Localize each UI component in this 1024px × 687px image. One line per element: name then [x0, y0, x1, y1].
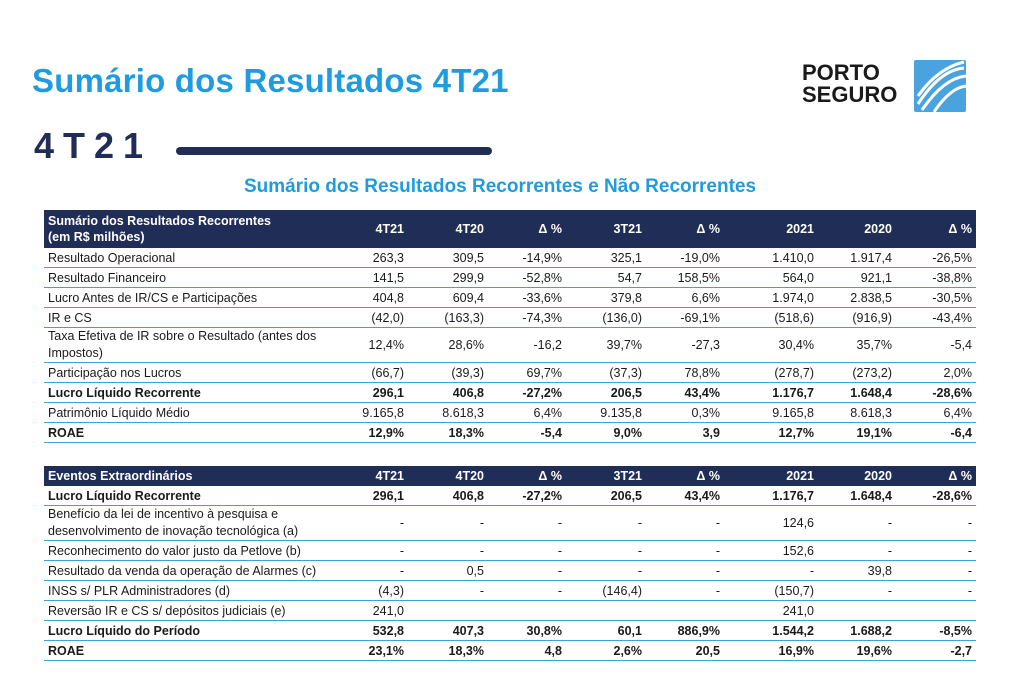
row-value: -38,8%	[896, 268, 976, 288]
row-value: 9.165,8	[724, 403, 818, 423]
row-value: -27,2%	[488, 383, 566, 403]
row-value: -8,5%	[896, 621, 976, 641]
header-col: Δ %	[488, 466, 566, 486]
row-value: 6,4%	[488, 403, 566, 423]
row-value: 30,4%	[724, 328, 818, 363]
row-value: -19,0%	[646, 248, 724, 268]
row-value: -	[408, 541, 488, 561]
row-label: Reconhecimento do valor justo da Petlove (b)	[44, 541, 328, 561]
page-title: Sumário dos Resultados 4T21	[32, 62, 509, 99]
row-label: Taxa Efetiva de IR sobre o Resultado (antes dos Impostos)	[44, 328, 328, 363]
row-value: 1.544,2	[724, 621, 818, 641]
row-value: (916,9)	[818, 308, 896, 328]
recurring-results-table	[44, 210, 976, 443]
row-value: -	[328, 506, 408, 541]
table-row	[44, 541, 976, 561]
row-value: -14,9%	[488, 248, 566, 268]
row-value: 1.176,7	[724, 486, 818, 506]
row-value: (4,3)	[328, 581, 408, 601]
header-col: 4T21	[328, 210, 408, 248]
row-value: 921,1	[818, 268, 896, 288]
row-value: 19,1%	[818, 423, 896, 443]
row-label: INSS s/ PLR Administradores (d)	[44, 581, 328, 601]
row-value: 43,4%	[646, 486, 724, 506]
row-label: Lucro Líquido Recorrente	[44, 383, 328, 403]
row-value: 1.917,4	[818, 248, 896, 268]
row-value: 404,8	[328, 288, 408, 308]
row-label: Lucro Antes de IR/CS e Participações	[44, 288, 328, 308]
row-value: -33,6%	[488, 288, 566, 308]
row-value: -	[818, 506, 896, 541]
table-row	[44, 581, 976, 601]
row-value: 141,5	[328, 268, 408, 288]
row-value	[408, 601, 488, 621]
row-value: 39,8	[818, 561, 896, 581]
header-col: Δ %	[646, 466, 724, 486]
row-value	[488, 601, 566, 621]
row-value: -5,4	[488, 423, 566, 443]
table-row	[44, 248, 976, 268]
table-row	[44, 363, 976, 383]
row-value: 28,6%	[408, 328, 488, 363]
row-value: -74,3%	[488, 308, 566, 328]
row-value: 12,9%	[328, 423, 408, 443]
row-value: -	[328, 561, 408, 581]
row-value: -	[724, 561, 818, 581]
row-value: -28,6%	[896, 383, 976, 403]
row-value: 20,5	[646, 641, 724, 661]
row-value: (136,0)	[566, 308, 646, 328]
table-row	[44, 268, 976, 288]
row-value: 379,8	[566, 288, 646, 308]
row-value: 35,7%	[818, 328, 896, 363]
row-label: Lucro Líquido Recorrente	[44, 486, 328, 506]
porto-seguro-wave-icon	[914, 60, 966, 112]
row-value: 2.838,5	[818, 288, 896, 308]
porto-seguro-logo	[802, 60, 966, 112]
row-value: 564,0	[724, 268, 818, 288]
row-value: -	[646, 541, 724, 561]
row-value: 299,9	[408, 268, 488, 288]
table-row	[44, 328, 976, 363]
row-value: 124,6	[724, 506, 818, 541]
row-value: 60,1	[566, 621, 646, 641]
row-value: -	[408, 581, 488, 601]
header-label-line-2: (em R$ milhões)	[48, 230, 145, 244]
header-col: 3T21	[566, 466, 646, 486]
row-label: Resultado Financeiro	[44, 268, 328, 288]
row-value: -	[646, 506, 724, 541]
logo-line-1: PORTO	[802, 60, 880, 85]
row-value: 609,4	[408, 288, 488, 308]
header-col: 2021	[724, 466, 818, 486]
table-row	[44, 561, 976, 581]
row-label: Benefício da lei de incentivo à pesquisa e desenvolvimento de inovação tecnológica (a)	[44, 506, 328, 541]
row-value: -	[566, 541, 646, 561]
row-value: 0,3%	[646, 403, 724, 423]
row-value: 325,1	[566, 248, 646, 268]
header-col: 2020	[818, 466, 896, 486]
row-value: 12,7%	[724, 423, 818, 443]
section-subtitle: Sumário dos Resultados Recorrentes e Não Recorrentes	[243, 176, 757, 197]
row-value: 16,9%	[724, 641, 818, 661]
row-value: 8.618,3	[818, 403, 896, 423]
row-value: (66,7)	[328, 363, 408, 383]
header-col: 2020	[818, 210, 896, 248]
row-value: 43,4%	[646, 383, 724, 403]
period-divider	[176, 147, 492, 155]
row-value: (37,3)	[566, 363, 646, 383]
row-value: 2,0%	[896, 363, 976, 383]
row-value: 18,3%	[408, 641, 488, 661]
row-value: 69,7%	[488, 363, 566, 383]
row-value: 886,9%	[646, 621, 724, 641]
row-value: -	[646, 581, 724, 601]
row-value: 296,1	[328, 486, 408, 506]
row-label: Resultado da venda da operação de Alarmes (c)	[44, 561, 328, 581]
table-row	[44, 423, 976, 443]
row-value: 406,8	[408, 486, 488, 506]
row-value: 4,8	[488, 641, 566, 661]
row-value: 407,3	[408, 621, 488, 641]
table-row	[44, 621, 976, 641]
row-label: Lucro Líquido do Período	[44, 621, 328, 641]
row-value: 241,0	[724, 601, 818, 621]
row-value: -16,2	[488, 328, 566, 363]
row-value: 152,6	[724, 541, 818, 561]
header-col: 4T20	[408, 210, 488, 248]
row-value: -	[566, 506, 646, 541]
row-value: -52,8%	[488, 268, 566, 288]
row-value: 1.688,2	[818, 621, 896, 641]
row-label: Resultado Operacional	[44, 248, 328, 268]
row-value: (518,6)	[724, 308, 818, 328]
row-value: 19,6%	[818, 641, 896, 661]
row-value: -	[488, 581, 566, 601]
row-value: 2,6%	[566, 641, 646, 661]
row-value: -	[818, 541, 896, 561]
row-value: 6,4%	[896, 403, 976, 423]
row-value: 1.974,0	[724, 288, 818, 308]
row-value: 0,5	[408, 561, 488, 581]
row-value: -	[488, 561, 566, 581]
row-value: -43,4%	[896, 308, 976, 328]
row-value: 1.648,4	[818, 383, 896, 403]
row-value: (273,2)	[818, 363, 896, 383]
row-value: 296,1	[328, 383, 408, 403]
row-value: 158,5%	[646, 268, 724, 288]
row-value: -26,5%	[896, 248, 976, 268]
row-value: -28,6%	[896, 486, 976, 506]
row-value: 6,6%	[646, 288, 724, 308]
table-row	[44, 601, 976, 621]
header-col: Δ %	[488, 210, 566, 248]
row-value: 54,7	[566, 268, 646, 288]
row-value: 9,0%	[566, 423, 646, 443]
row-value: 309,5	[408, 248, 488, 268]
row-value: 241,0	[328, 601, 408, 621]
table-header-row	[44, 210, 976, 248]
header-col: Δ %	[646, 210, 724, 248]
row-value: 39,7%	[566, 328, 646, 363]
table-row	[44, 403, 976, 423]
row-label: IR e CS	[44, 308, 328, 328]
row-value: -69,1%	[646, 308, 724, 328]
row-value: -5,4	[896, 328, 976, 363]
row-label: ROAE	[44, 641, 328, 661]
row-value: 406,8	[408, 383, 488, 403]
table-row	[44, 288, 976, 308]
row-value: -	[408, 506, 488, 541]
logo-line-2: SEGURO	[802, 82, 898, 107]
row-label: Reversão IR e CS s/ depósitos judiciais (e)	[44, 601, 328, 621]
row-value: 9.165,8	[328, 403, 408, 423]
header-col: Δ %	[896, 466, 976, 486]
row-value: -	[488, 541, 566, 561]
row-value: -2,7	[896, 641, 976, 661]
row-value: 1.410,0	[724, 248, 818, 268]
row-value: -27,3	[646, 328, 724, 363]
row-value: 12,4%	[328, 328, 408, 363]
row-value: 263,3	[328, 248, 408, 268]
table-row	[44, 641, 976, 661]
row-value: 1.648,4	[818, 486, 896, 506]
row-value: 3,9	[646, 423, 724, 443]
row-value: -	[818, 581, 896, 601]
header-label-line-1: Sumário dos Resultados Recorrentes	[48, 214, 271, 228]
row-value: -	[328, 541, 408, 561]
header-label	[44, 210, 328, 248]
row-label: Participação nos Lucros	[44, 363, 328, 383]
table-row	[44, 383, 976, 403]
row-value: 206,5	[566, 486, 646, 506]
row-value: -30,5%	[896, 288, 976, 308]
row-value: -	[896, 581, 976, 601]
table-row	[44, 308, 976, 328]
row-value: 206,5	[566, 383, 646, 403]
row-value: (150,7)	[724, 581, 818, 601]
row-value: -	[896, 541, 976, 561]
row-value: -	[896, 506, 976, 541]
row-value: (163,3)	[408, 308, 488, 328]
row-value: -	[896, 561, 976, 581]
header-col: Δ %	[896, 210, 976, 248]
row-value: 1.176,7	[724, 383, 818, 403]
table-row	[44, 506, 976, 541]
table-header-row	[44, 466, 976, 486]
row-value: -6,4	[896, 423, 976, 443]
row-value: 532,8	[328, 621, 408, 641]
row-value: 23,1%	[328, 641, 408, 661]
row-value	[818, 601, 896, 621]
row-label: ROAE	[44, 423, 328, 443]
row-value: (146,4)	[566, 581, 646, 601]
row-value: 8.618,3	[408, 403, 488, 423]
header-col: 4T20	[408, 466, 488, 486]
row-value: 78,8%	[646, 363, 724, 383]
header-label: Eventos Extraordinários	[44, 466, 328, 486]
row-value: -	[488, 506, 566, 541]
header-col: 3T21	[566, 210, 646, 248]
row-value	[646, 601, 724, 621]
row-value: -	[566, 561, 646, 581]
row-value: (39,3)	[408, 363, 488, 383]
period-label: 4T21	[34, 125, 153, 166]
row-value: 30,8%	[488, 621, 566, 641]
row-value: -	[646, 561, 724, 581]
row-value	[896, 601, 976, 621]
row-value: 18,3%	[408, 423, 488, 443]
header-col: 2021	[724, 210, 818, 248]
row-value: 9.135,8	[566, 403, 646, 423]
row-value: -27,2%	[488, 486, 566, 506]
row-value: (278,7)	[724, 363, 818, 383]
header-col: 4T21	[328, 466, 408, 486]
logo-text	[802, 62, 897, 106]
table-row	[44, 486, 976, 506]
row-value: (42,0)	[328, 308, 408, 328]
extraordinary-events-table	[44, 466, 976, 661]
row-value	[566, 601, 646, 621]
row-label: Patrimônio Líquido Médio	[44, 403, 328, 423]
